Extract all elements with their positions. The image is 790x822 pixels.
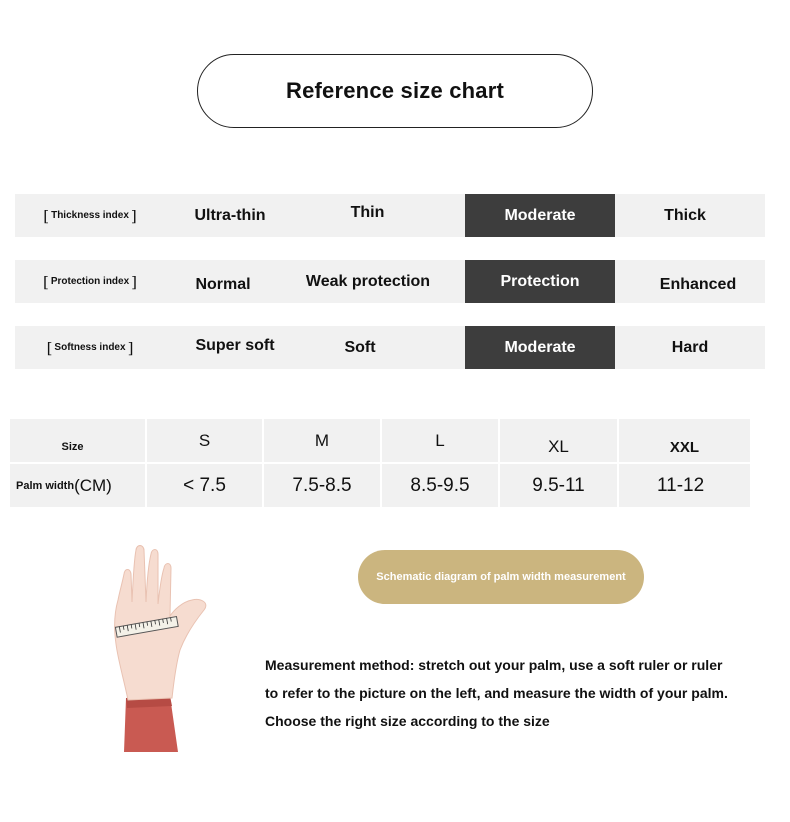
softness-option-super-soft: Super soft — [195, 336, 275, 354]
measurement-text-line-3: Choose the right size according to the size — [265, 713, 550, 729]
protection-index-label: [ Protection index ] — [42, 272, 138, 291]
size-xxl: XXL — [669, 439, 700, 456]
protection-option-normal: Normal — [195, 275, 251, 293]
hand-measurement-illustration — [100, 540, 220, 760]
protection-option-enhanced: Enhanced — [659, 275, 737, 293]
size-table — [10, 419, 750, 507]
size-s: S — [198, 430, 211, 450]
softness-index-row — [15, 326, 765, 369]
thickness-index-row — [15, 194, 765, 237]
palm-width-label: Palm width (CM) — [16, 475, 112, 495]
palm-width-s: < 7.5 — [183, 474, 226, 496]
size-l: L — [435, 430, 445, 450]
palm-width-xl: 9.5-11 — [532, 474, 585, 496]
palm-width-l: 8.5-9.5 — [410, 474, 470, 496]
measurement-text-line-1: Measurement method: stretch out your palm, use a soft ruler or ruler — [265, 657, 723, 673]
size-m: M — [314, 430, 330, 450]
title-pill — [197, 54, 593, 128]
schematic-diagram-badge: Schematic diagram of palm width measurement — [358, 550, 644, 604]
thickness-option-moderate: Moderate — [465, 194, 615, 237]
softness-option-hard: Hard — [671, 338, 709, 356]
size-xl: XL — [548, 436, 569, 456]
softness-index-label: [ Softness index ] — [46, 338, 134, 357]
thickness-option-ultra-thin: Ultra-thin — [194, 206, 266, 224]
softness-option-moderate: Moderate — [465, 326, 615, 369]
palm-width-xxl: 11-12 — [657, 474, 705, 496]
palm-width-m: 7.5-8.5 — [292, 474, 352, 496]
thickness-index-label: [ Thickness index ] — [43, 206, 137, 225]
size-header-label: Size — [61, 440, 84, 453]
page-title: Reference size chart — [286, 78, 504, 103]
thickness-option-thick: Thick — [664, 206, 706, 224]
protection-option-protection: Protection — [465, 260, 615, 303]
protection-option-weak: Weak protection — [305, 272, 431, 290]
thickness-option-thin: Thin — [350, 203, 385, 221]
protection-index-row — [15, 260, 765, 303]
measurement-text-line-2: to refer to the picture on the left, and measure the width of your palm. — [265, 685, 728, 701]
softness-option-soft: Soft — [344, 338, 376, 356]
